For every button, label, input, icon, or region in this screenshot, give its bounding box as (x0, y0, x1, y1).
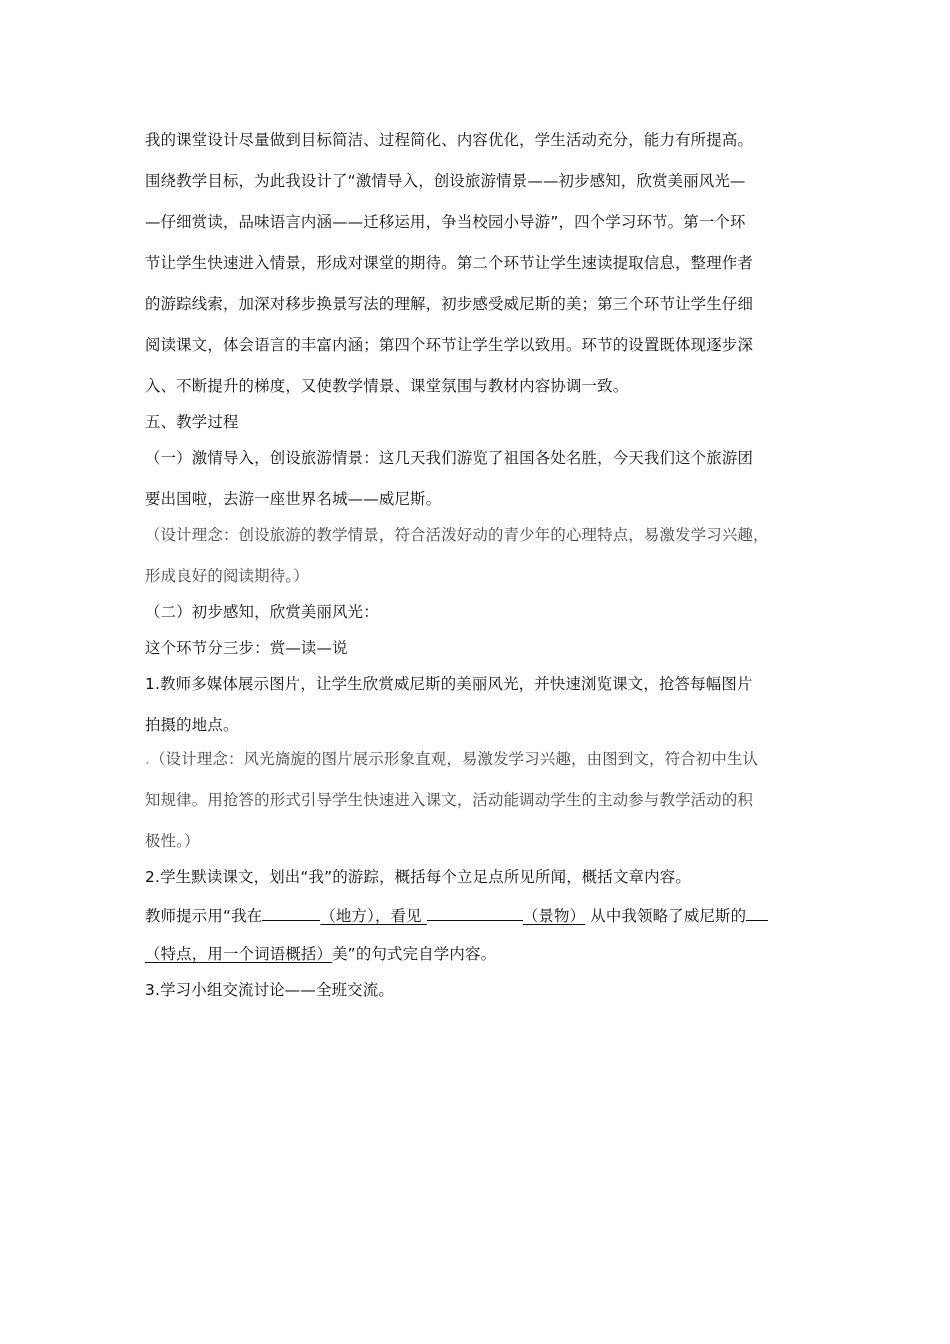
blank-feature (746, 903, 768, 921)
item-1-line-1: 1.教师多媒体展示图片，让学生欣赏威尼斯的美丽风光，并快速浏览课文，抢答每幅图片 (145, 675, 753, 693)
paragraph-line-5: 的游踪线索，加深对移步换景写法的理解，初步感受威尼斯的美；第三个环节让学生仔细 (145, 295, 754, 313)
prompt-place-label: （地方），看见 (320, 907, 427, 925)
item-2-line: 2.学生默读课文，划出“我”的游踪，概括每个立足点所见所闻，概括文章内容。 (145, 868, 691, 886)
paragraph-line-7: 入、不断提升的梯度，又使教学情景、课堂氛围与教材内容协调一致。 (145, 377, 629, 395)
margin-marker: . (145, 750, 151, 768)
prompt-text-3: 美”的句式完自学内容。 (332, 945, 497, 963)
prompt-line-2 (145, 944, 496, 964)
paragraph-line-2: 围绕教学目标，为此我设计了“激情导入，创设旅游情景——初步感知，欣赏美丽风光— (145, 172, 746, 190)
paragraph-line-1: 我的课堂设计尽量做到目标简洁、过程简化、内容优化，学生活动充分，能力有所提高。 (145, 131, 754, 149)
item-1-line-2: 拍摄的地点。 (145, 716, 239, 734)
prompt-line-1 (145, 903, 768, 926)
design-note-1-line-2: 形成良好的阅读期待。） (145, 567, 309, 585)
section-heading: 五、教学过程 (145, 413, 239, 431)
design-note-2-line-1 (145, 749, 758, 769)
step-one-line-1: （一）激情导入，创设旅游情景：这几天我们游览了祖国各处名胜，今天我们这个旅游团 (145, 449, 754, 467)
prompt-text-1: 教师提示用“我在 (145, 907, 263, 925)
prompt-scenery-label: （景物） (522, 907, 586, 925)
paragraph-line-4: 节让学生快速进入情景，形成对课堂的期待。第二个环节让学生速读提取信息，整理作者 (145, 254, 754, 272)
design-note-2-text: （设计理念：风光旖旎的图片展示形象直观，易激发学习兴趣，由图到文，符合初中生认 (150, 750, 759, 768)
prompt-feature-label: （特点，用一个词语概括） (145, 945, 333, 963)
step-two-intro: 这个环节分三步：赏—读—说 (145, 639, 348, 657)
paragraph-line-6: 阅读课文，体会语言的丰富内涵；第四个环节让学生学以致用。环节的设置既体现逐步深 (145, 336, 754, 354)
design-note-2-line-3: 极性。） (145, 832, 200, 850)
item-3-line: 3.学习小组交流讨论——全班交流。 (145, 981, 394, 999)
design-note-2-line-2: 知规律。用抢答的形式引导学生快速进入课文，活动能调动学生的主动参与教学活动的积 (145, 791, 754, 809)
prompt-text-2: 从中我领略了威尼斯的 (585, 907, 747, 925)
design-note-1-line-1: （设计理念：创设旅游的教学情景，符合活泼好动的青少年的心理特点，易激发学习兴趣， (145, 526, 769, 544)
blank-scenery (427, 903, 523, 921)
step-one-line-2: 要出国啦，去游一座世界名城——威尼斯。 (145, 490, 442, 508)
paragraph-line-3: —仔细赏读，品味语言内涵——迁移运用，争当校园小导游”，四个学习环节。第一个环 (145, 213, 746, 231)
step-two-heading: （二）初步感知，欣赏美丽风光： (145, 603, 379, 621)
blank-place (262, 903, 320, 921)
